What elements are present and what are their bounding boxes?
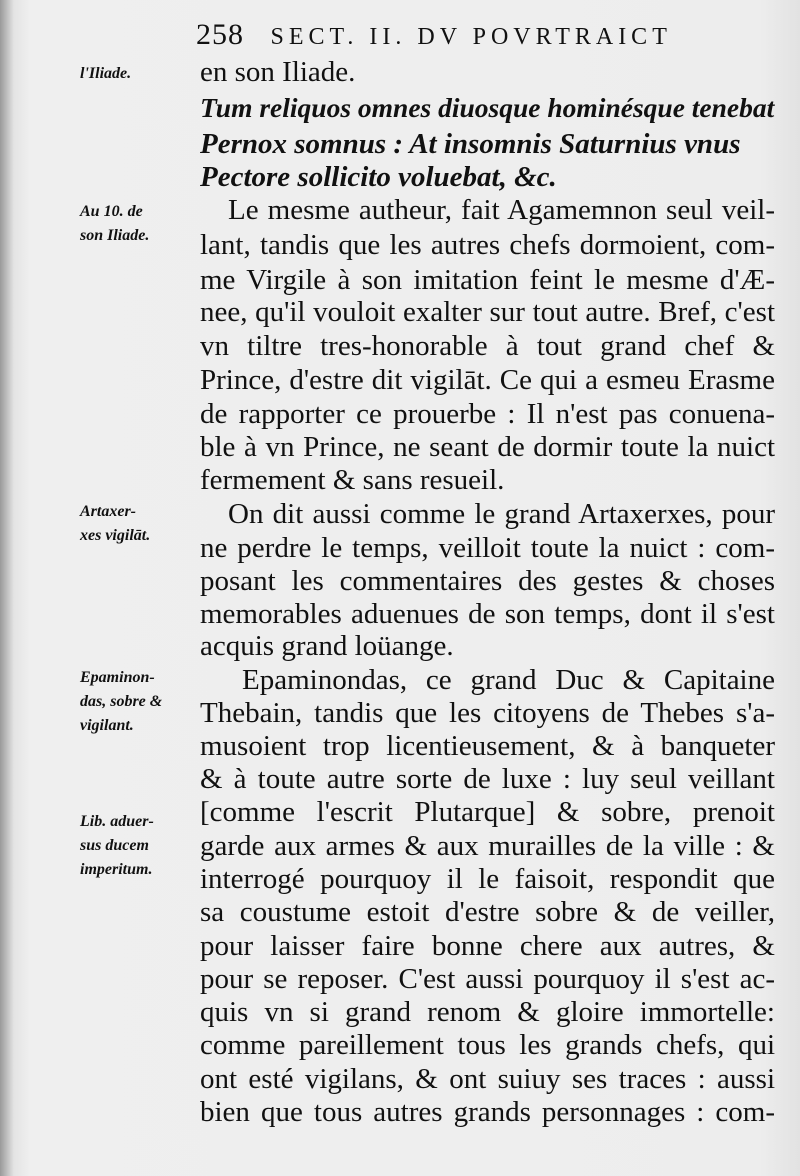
text-line: musoient trop licentieusement, & à banqueter <box>200 730 775 762</box>
text-line: pour laisser faire bonne chere aux autres, & <box>200 930 775 962</box>
margin-note <box>80 62 198 86</box>
text-line: & à toute autre sorte de luxe : luy seul veillant <box>200 763 775 795</box>
margin-note-line: sus ducem <box>80 837 149 854</box>
text-line: Thebain, tandis que les citoyens de Thebes s'a- <box>200 697 775 729</box>
margin-note-line: son Iliade. <box>80 227 150 244</box>
margin-note-line: Au 10. de <box>80 203 143 220</box>
margin-note-line: l'Iliade. <box>80 65 132 82</box>
text-line: ble à vn Prince, ne seant de dormir toute la nuict <box>200 431 775 463</box>
text-line: ne perdre le temps, veilloit toute la nuict : com- <box>200 532 775 564</box>
text-line: Epaminondas, ce grand Duc & Capitaine <box>242 664 775 696</box>
page-header <box>196 18 756 52</box>
text-line: sa coustume estoit d'estre sobre & de veiller, <box>200 896 775 928</box>
margin-note <box>80 810 198 882</box>
text-line: vn tiltre tres-honorable à tout grand chef & <box>200 330 775 362</box>
text-line: Prince, d'estre dit vigilāt. Ce qui a esmeu Erasme <box>200 364 775 396</box>
running-head: SECT. II. DV POVRTRAICT <box>270 24 672 50</box>
margin-note-line: imperitum. <box>80 861 153 878</box>
text-line: pour se reposer. C'est aussi pourquoy il s'est ac- <box>200 963 775 995</box>
verse-line: Pectore sollicito voluebat, &c. <box>200 161 557 193</box>
text-line: ont esté vigilans, & ont suiuy ses traces : aussi <box>200 1063 775 1095</box>
margin-note <box>80 200 198 248</box>
text-line: garde aux armes & aux murailles de la ville : & <box>200 830 775 862</box>
margin-note <box>80 666 198 738</box>
text-line: lant, tandis que les autres chefs dormoient, com- <box>200 229 775 261</box>
verse-line: Tum reliquos omnes diuosque hominésque tenebat <box>200 92 775 123</box>
verse-line: Pernox somnus : At insomnis Saturnius vnus <box>200 128 741 160</box>
folio-number: 258 <box>196 18 244 51</box>
margin-note-line: Epaminon- <box>80 669 155 686</box>
text-line: Le mesme autheur, fait Agamemnon seul veil- <box>228 194 775 226</box>
text-line: acquis grand loüange. <box>200 630 454 662</box>
text-line: nee, qu'il vouloit exalter sur tout autre. Bref, c'est <box>200 296 775 328</box>
text-line: comme pareillement tous les grands chefs, qui <box>200 1029 775 1061</box>
margin-note-line: vigilant. <box>80 717 134 734</box>
text-line: memorables aduenues de son temps, dont il s'est <box>200 598 775 630</box>
margin-note-line: Lib. aduer- <box>80 813 154 830</box>
text-line: posant les commentaires des gestes & choses <box>200 565 775 597</box>
margin-note <box>80 500 198 548</box>
text-line: bien que tous autres grands personnages : com- <box>200 1096 775 1128</box>
margin-note-line: xes vigilāt. <box>80 527 151 544</box>
text-line: en son Iliade. <box>200 56 356 88</box>
text-line: On dit aussi comme le grand Artaxerxes, pour <box>228 498 775 530</box>
text-line: de rapporter ce prouerbe : Il n'est pas conuena- <box>200 398 775 430</box>
text-line: quis vn si grand renom & gloire immortelle: <box>200 996 775 1028</box>
text-line: [comme l'escrit Plutarque] & sobre, prenoit <box>200 796 775 828</box>
text-line: me Virgile à son imitation feint le mesme d'Æ- <box>200 264 775 296</box>
margin-note-line: Artaxer- <box>80 503 136 520</box>
margin-note-line: das, sobre & <box>80 693 163 710</box>
text-line: fermement & sans resueil. <box>200 464 505 496</box>
text-line: interrogé pourquoy il le faisoit, respondit que <box>200 863 775 895</box>
